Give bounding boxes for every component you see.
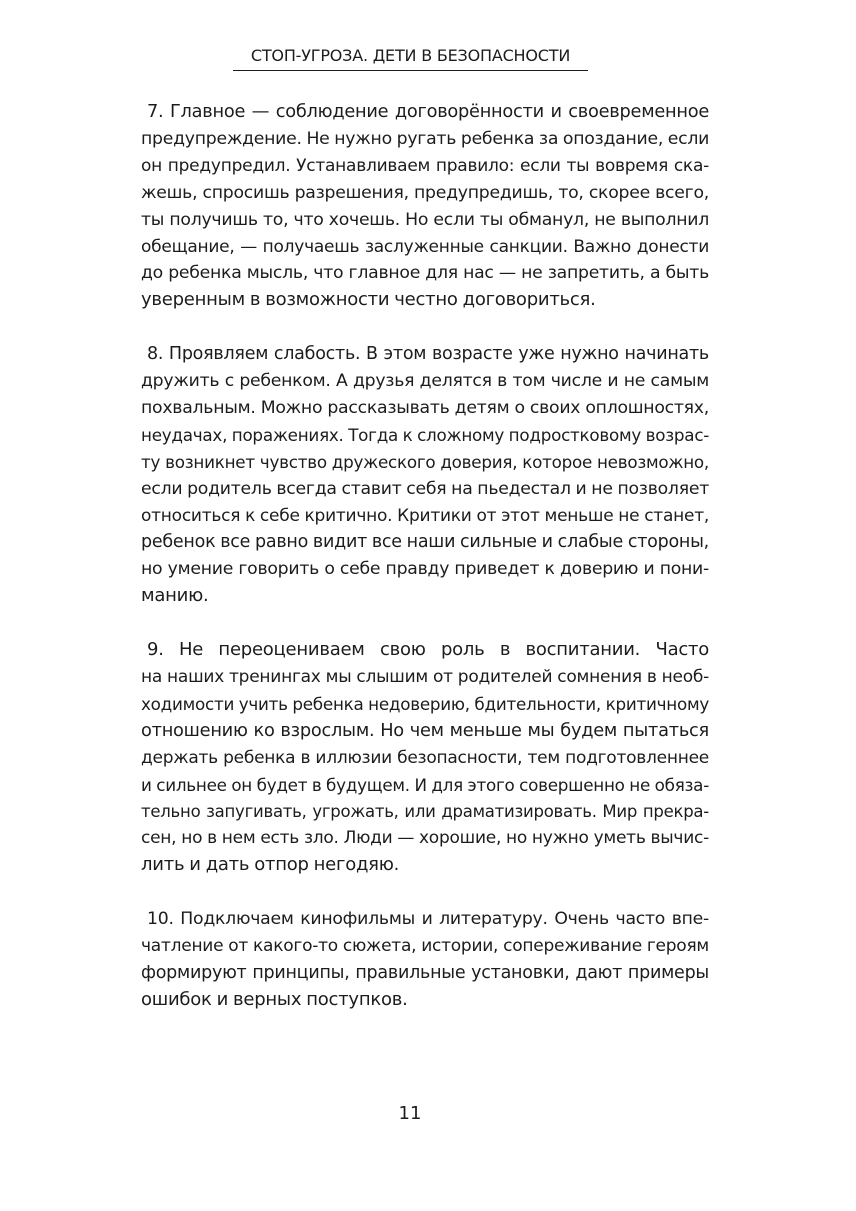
paragraph-9 — [141, 637, 709, 879]
text-line: но умение говорить о себе правду приведет к доверию и пони- — [141, 559, 709, 580]
paragraph-gap — [141, 610, 709, 637]
text-line: на наших тренингах мы слышим от родителей сомнения в необ- — [141, 667, 709, 687]
text-line: 7. Главное — соблюдение договорённости и своевременное — [147, 102, 709, 122]
text-line: неудачах, поражениях. Тогда к сложному подростковому возрас- — [141, 424, 710, 445]
text-line: держать ребенка в иллюзии безопасности, тем подготовленнее — [141, 747, 709, 768]
paragraph-gap — [141, 879, 709, 906]
text-line: ходимости учить ребенка недоверию, бдительности, критичному — [141, 693, 709, 714]
text-line: и сильнее он будет в будущем. И для этого совершенно не обяза- — [141, 774, 709, 795]
text-line: уверенным в возможности честно договориться. — [141, 289, 596, 311]
text-line: лить и дать отпор негодяю. — [141, 854, 400, 876]
text-line: 10. Подключаем кинофильмы и литературу. Очень часто впе- — [147, 909, 709, 930]
text-line: ты получишь то, что хочешь. Но если ты обманул, не выполнил — [141, 209, 709, 230]
text-line: чатление от какого-то сюжета, истории, сопереживание героям — [141, 936, 709, 957]
text-line: 9. Не переоцениваем свою роль в воспитании. Часто — [147, 639, 709, 661]
text-line: обещание, — получаешь заслуженные санкции. Важно донести — [141, 236, 709, 257]
paragraph-7 — [141, 99, 709, 314]
page-body — [141, 99, 709, 1014]
text-line: отношению ко взрослым. Но чем меньше мы будем пытаться — [141, 720, 709, 741]
text-line: 8. Проявляем слабость. В этом возрасте уже нужно начинать — [147, 344, 709, 365]
running-header: СТОП-УГРОЗА. ДЕТИ В БЕЗОПАСНОСТИ — [250, 46, 571, 65]
text-line: тельно запугивать, угрожать, или драматизировать. Мир прекра- — [141, 801, 709, 821]
text-line: ту возникнет чувство дружеского доверия, которое невозможно, — [141, 451, 709, 472]
header-rule — [233, 70, 588, 71]
text-line: он предупредил. Устанавливаем правило: если ты вовремя ска- — [141, 155, 709, 176]
text-line: похвальным. Можно рассказывать детям о своих оплошностях, — [141, 397, 709, 418]
text-line: формируют принципы, правильные установки, дают примеры — [141, 962, 709, 983]
text-line: сен, но в нем есть зло. Люди — хорошие, но нужно уметь вычис- — [141, 828, 709, 849]
paragraph-gap — [141, 314, 709, 341]
text-line: если родитель всегда ставит себя на пьедестал и не позволяет — [141, 478, 709, 499]
text-line: дружить с ребенком. А друзья делятся в том числе и не самым — [141, 371, 709, 392]
paragraph-10 — [141, 906, 709, 1014]
text-line: манию. — [141, 585, 209, 607]
text-line: относиться к себе критично. Критики от этот меньше не станет, — [141, 505, 709, 526]
text-line: ребенок все равно видит все наши сильные и слабые стороны, — [141, 532, 709, 553]
text-line: предупреждение. Не нужно ругать ребенка за опоздание, если — [141, 128, 710, 149]
text-line: жешь, спросишь разрешения, предупредишь, то, скорее всего, — [141, 182, 709, 203]
page-number: 11 — [398, 1103, 422, 1124]
text-line: ошибок и верных поступков. — [141, 988, 408, 1010]
paragraph-8 — [141, 341, 709, 610]
text-line: до ребенка мысль, что главное для нас — не запретить, а быть — [141, 263, 709, 284]
